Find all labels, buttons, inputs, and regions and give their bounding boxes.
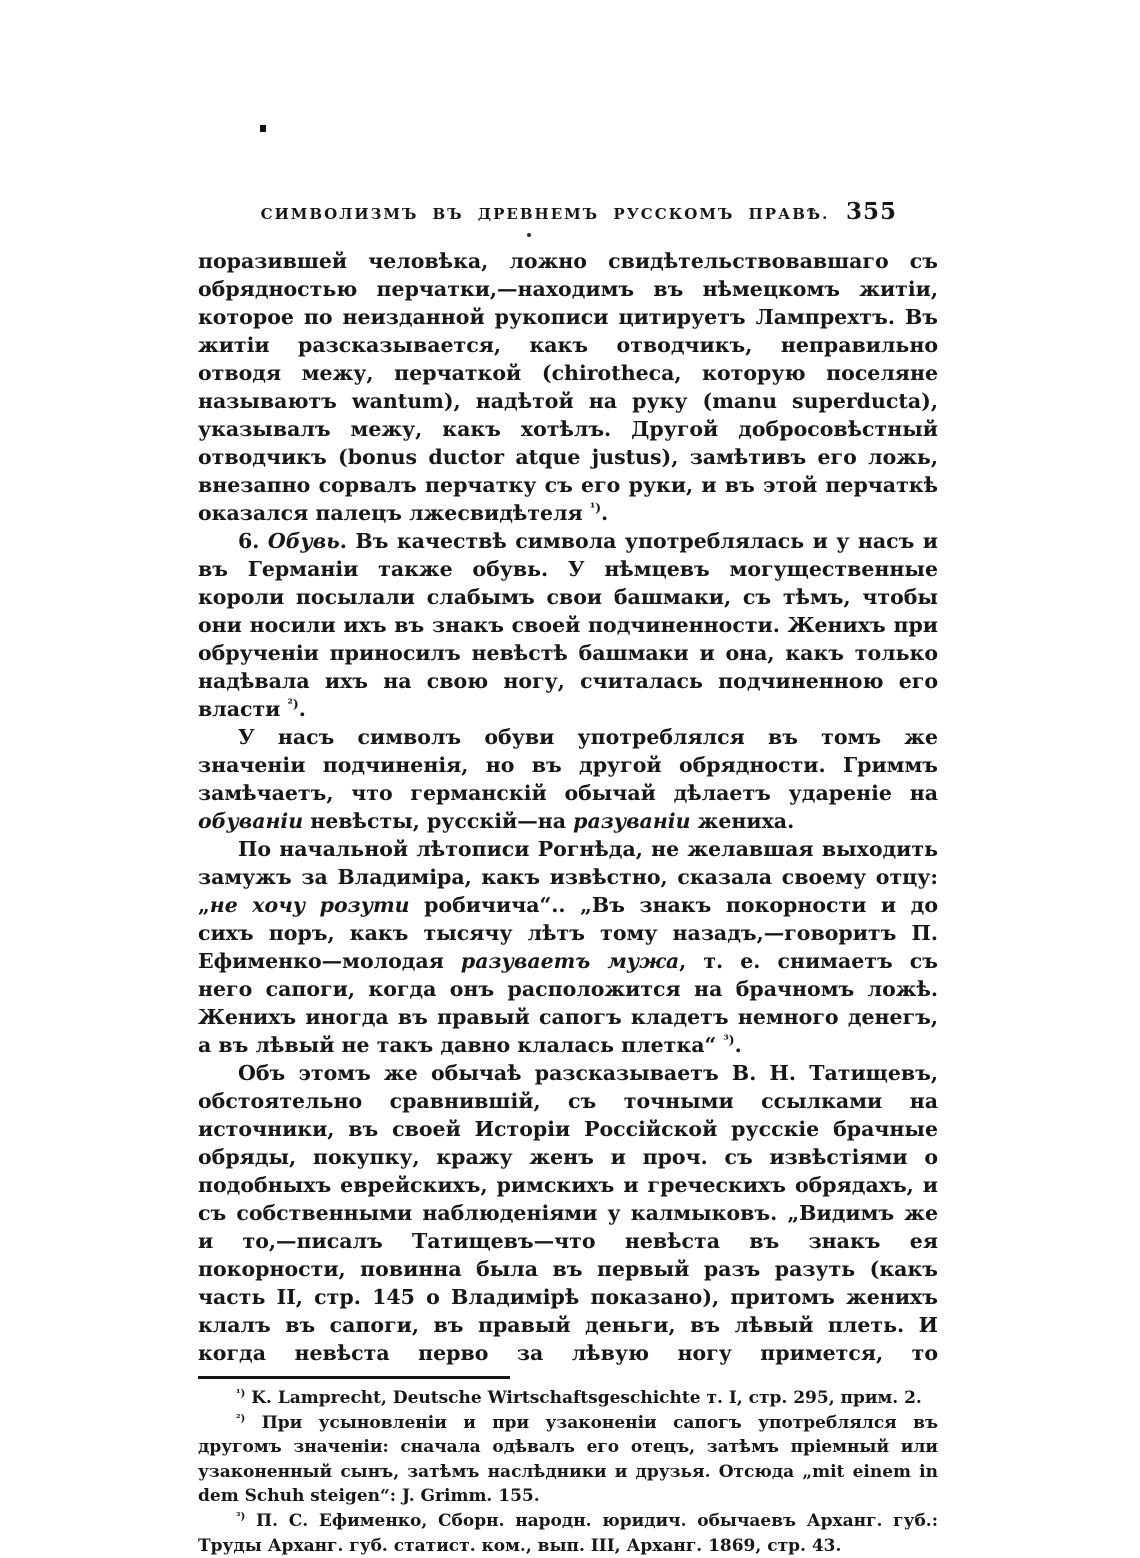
paragraph: По начальной лѣтописи Рогнѣда, не желавшая выходить замужъ за Владиміра, какъ извѣстно, сказала своему отцу: „не хочу розути робичича“.. „Въ знакъ покорности и до сихъ поръ, какъ тысячу лѣтъ тому назадъ,—говоритъ П. Ефименко—молодая разуваетъ мужа, т. е. снимаетъ съ него сапоги, когда онъ расположится на брачномъ ложѣ. Женихъ иногда въ правый сапогъ кладетъ немного денегъ, а въ лѣвый не такъ давно клалась плетка“ $^{^3)}$.: [198, 837, 938, 1057]
page-number: 355: [845, 198, 897, 225]
paragraph: Объ этомъ же обычаѣ разсказываетъ В. Н. Татищевъ, обстоятельно сравнившій, съ точными ссылками на источники, въ своей Исторіи Россійской русскіе брачные обряды, покупку, кражу женъ и проч. съ извѣстіями о подобныхъ еврейскихъ, римскихъ и греческихъ обрядахъ, и съ собственными наблюденіями у калмыковъ. „Видимъ же и то,—писалъ Татищевъ—что невѣста въ знакъ ея покорности, повинна была въ первый разъ разуть (какъ часть II, стр. 145 о Владимірѣ показано), притомъ женихъ клалъ въ сапоги, въ правый деньги, въ лѣвый плеть. И когда невѣста перво за лѣвую ногу примется, то: [198, 1061, 938, 1365]
footnote: $^{^3)}$ П. С. Ефименко, Сборн. народн. юридич. обычаевъ Арханг. губ.: Труды Арханг. губ. статист. ком., вып. III, Арханг. 1869, стр. 43.: [198, 1510, 938, 1556]
footnote: $^{^2)}$ При усыновленіи и при узаконеніи сапогъ употреблялся въ другомъ значеніи: сначала одѣвалъ его отецъ, затѣмъ пріемный или узаконенный сынъ, затѣмъ наслѣдники и друзья. Отсюда „mit einem in dem Schuh steigen“: J. Grimm. 155.: [198, 1411, 938, 1507]
paragraph: У насъ символъ обуви употреблялся въ томъ же значеніи подчиненія, но въ другой обрядности. Гриммъ замѣчаетъ, что германскій обычай дѣлаетъ удареніе на обуваніи невѣсты, русскій—на разуваніи жениха.: [198, 725, 938, 833]
paragraph-continuation: поразившей человѣка, ложно свидѣтельствовавшаго съ обрядностью перчатки,—находимъ въ нѣмецкомъ житіи, которое по неизданной рукописи цитируетъ Лампрехтъ. Въ житіи разсказывается, какъ отводчикъ, неправильно отводя межу, перчаткой (chirotheca, которую поселяне называютъ wantum), надѣтой на руку (manu superducta), указывалъ межу, какъ хотѣлъ. Другой добросовѣстный отводчикъ (bonus ductor atque justus), замѣтивъ его ложь, внезапно сорвалъ перчатку съ его руки, и въ этой перчаткѣ оказался палецъ лжесвидѣтеля $^{^1)}$.: [198, 249, 938, 525]
ink-speck: [260, 125, 266, 132]
ink-speck: [527, 233, 531, 237]
footnote: $^{^1)}$ K. Lamprecht, Deutsche Wirtschaftsgeschichte т. I, стр. 295, прим. 2.: [236, 1387, 922, 1408]
footnotes-section: [198, 1376, 938, 1558]
body-text: [198, 247, 938, 1558]
footnote-separator-rule: [198, 1376, 510, 1379]
paragraph: 6. Обувь. Въ качествѣ символа употреблялась и у насъ и въ Германіи также обувь. У нѣмцевъ могущественные короли посылали слабымъ свои башмаки, съ тѣмъ, чтобы они носили ихъ въ знакъ своей подчиненности. Женихъ при обрученіи приносилъ невѣстѣ башмаки и она, какъ только надѣвала ихъ на свою ногу, считалась подчиненною его власти $^{^2)}$.: [198, 529, 938, 721]
running-head: [198, 198, 938, 228]
running-title: СИМВОЛИЗМЪ ВЪ ДРЕВНЕМЪ РУССКОМЪ ПРАВѢ.: [260, 205, 830, 223]
